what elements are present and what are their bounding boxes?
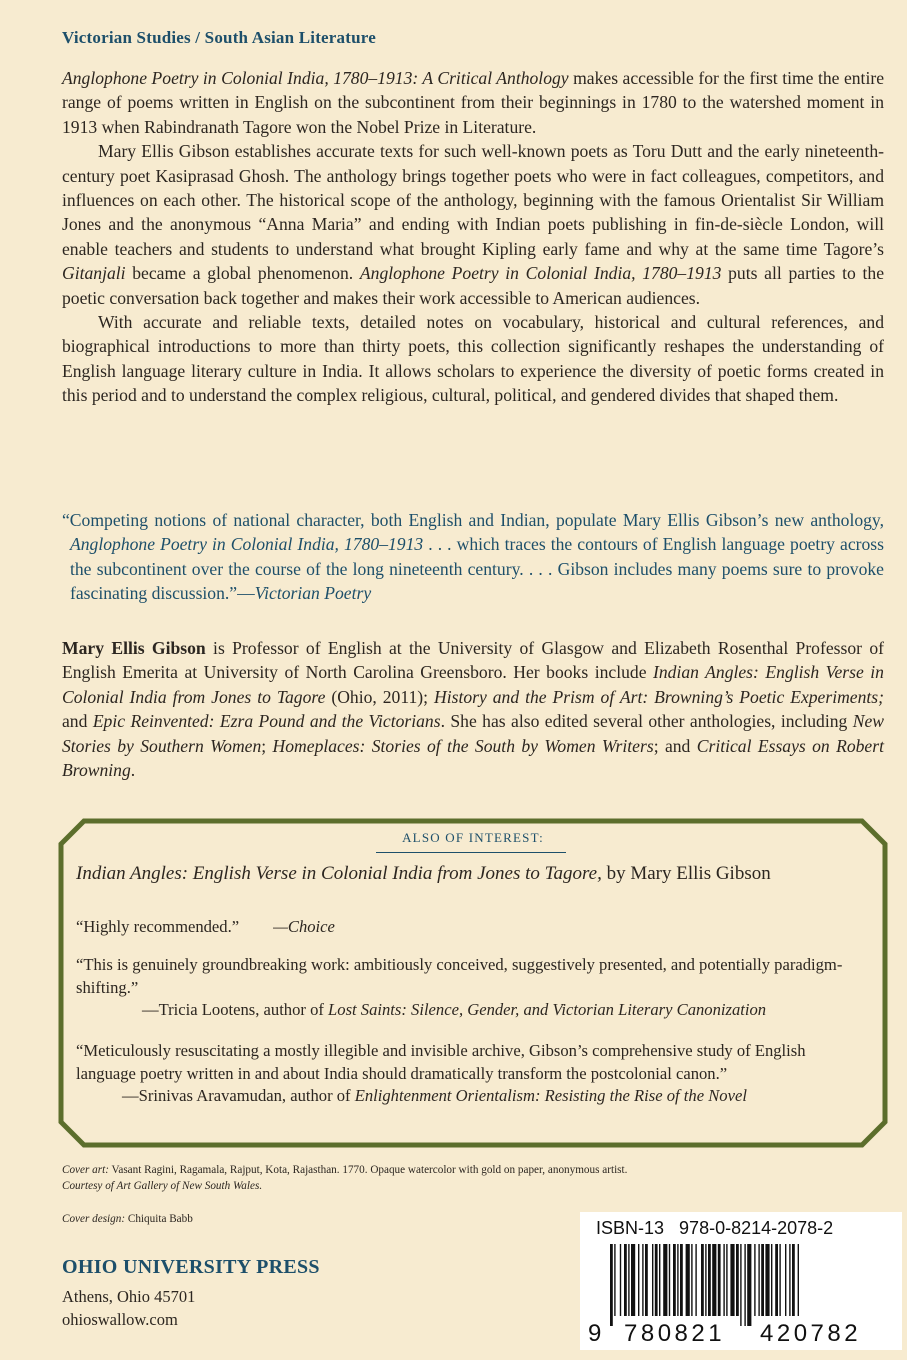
barcode-bar [779,1244,780,1316]
barcode-bar [701,1244,704,1316]
also-of-interest-box [58,818,888,1148]
barcode-bar [663,1244,667,1316]
isbn-barcode [580,1212,902,1350]
book-title: Anglophone Poetry in Colonial India, 1780–1913: A Critical Anthology [62,68,569,88]
barcode-bar [638,1244,639,1316]
barcode-bar [680,1244,683,1316]
barcode-bar [691,1244,692,1316]
barcode-bar [620,1244,621,1316]
barcode-bar [642,1244,643,1316]
barcode-bar [695,1244,696,1316]
praise-2: “This is genuinely groundbreaking work: ambitiously conceived, suggestively presented, and potentially paradigm-shifting.” —Tricia Lootens, author of Lost Saints: Silence, Gender, and Victorian Literary Canonization [76,955,843,1019]
barcode-bar [614,1244,615,1316]
barcode-bar [673,1244,676,1316]
barcode-bar [652,1244,653,1316]
isbn-label: ISBN-13 978-0-8214-2078-2 [596,1218,834,1238]
barcode-bar [765,1244,769,1316]
barcode-bar [723,1244,724,1316]
barcode-bar [677,1244,678,1316]
barcode-bar [686,1244,690,1316]
barcode-bar [785,1244,786,1316]
praise-1: “Highly recommended.” —Choice [76,917,335,936]
barcode-bar [718,1244,721,1316]
barcode-bar [659,1244,660,1316]
cover-design-credit: Cover design: Chiquita Babb [62,1213,193,1225]
description-paragraph-3: With accurate and reliable texts, detailed notes on vocabulary, historical and cultural references, and biographical introductions to more than thirty poets, this collection significantly reshapes the understanding of English language literary culture in India. It allows scholars to experience the diversity of poetic forms created in this period and to understand the complex religious, cultural, political, and gendered divides that shaped them. [62,312,884,406]
barcode-digits-group-1: 780821 [624,1320,726,1347]
barcode-bar [669,1244,670,1316]
barcode-bar [705,1244,706,1316]
barcode-bar [628,1244,629,1316]
barcode-bar [747,1244,751,1326]
barcode-bar [740,1244,741,1326]
barcode-bar [798,1244,799,1316]
barcode-bar [655,1244,658,1316]
barcode-bar [726,1244,727,1316]
review-quote: “Competing notions of national character, both English and Indian, populate Mary Ellis Gibson’s new anthology, Anglophone Poetry in Colonial India, 1780–1913 . . . which traces the contours of English language poetry across the subcontinent over the course of the long nineteenth century. . . . Gibson includes many poems sure to provoke fascinating discussion.”—Victorian Poetry [62,510,884,604]
barcode-bar [631,1244,635,1316]
barcode-bar [712,1244,716,1316]
barcode-bar [761,1244,764,1316]
description-paragraph-1: Anglophone Poetry in Colonial India, 1780–1913: A Critical Anthology makes accessible for the first time the entire range of poems written in English on the subcontinent from their beginnings in 1780 to the watershed moment in 1913 when Rabindranath Tagore won the Nobel Prize in Literature. [62,68,884,137]
description [62,66,884,408]
barcode-bar [775,1244,778,1316]
barcode-bar [645,1244,648,1316]
publisher-website: ohioswallow.com [62,1310,178,1329]
barcode-bar [736,1244,739,1316]
barcode-bar [730,1244,734,1316]
publisher-name: OHIO UNIVERSITY PRESS [62,1256,320,1278]
barcode-bar [708,1244,711,1316]
cover-art-credit: Cover art: Vasant Ragini, Ragamala, Rajput, Kota, Rajasthan. 1770. Opaque watercolor with gold on paper, anonymous artist. Courtesy of Art Gallery of New South Wales. [62,1164,628,1192]
barcode-bar [624,1244,627,1316]
publisher-address: Athens, Ohio 45701 [62,1287,196,1306]
category-heading: Victorian Studies / South Asian Literature [62,28,376,47]
barcode-bar [744,1244,745,1326]
author-bio: Mary Ellis Gibson is Professor of English at the University of Glasgow and Elizabeth Rosenthal Professor of English Emerita at University of North Carolina Greensboro. Her books include Indian Angles: English Verse in Colonial India from Jones to Tagore (Ohio, 2011); History and the Prism of Art: Browning’s Poetic Experiments; and Epic Reinvented: Ezra Pound and the Victorians. She has also edited several other anthologies, including New Stories by Southern Women; Homeplaces: Stories of the South by Women Writers; and Critical Essays on Robert Browning. [62,638,885,781]
description-paragraph-2: Mary Ellis Gibson establishes accurate texts for such well-known poets as Toru Dutt and the early nineteenth-century poet Kasiprasad Ghosh. The anthology brings together poets who were in fact colleagues, competitors, and influences on each other. The historical scope of the anthology, beginning with the famous Orientalist Sir William Jones and the anonymous “Anna Maria” and ending with Indian poets publishing in fin-de-siècle London, will enable teachers and students to understand what brought Kipling early fame and why at the same time Tagore’s Gitanjali became a global phenomenon. Anglophone Poetry in Colonial India, 1780–1913 puts all parties to the poetic conversation back together and makes their work accessible to American audiences. [62,141,885,308]
barcode-bar [789,1244,790,1316]
barcode-bar [610,1244,613,1326]
barcode-digits-group-2: 420782 [760,1320,862,1347]
related-book-title: Indian Angles: English Verse in Colonial India from Jones to Tagore, by Mary Ellis Gibson [76,863,771,884]
barcode-bar [758,1244,759,1316]
author-name: Mary Ellis Gibson [62,638,206,658]
barcode-bar [771,1244,772,1316]
review-source: Victorian Poetry [254,583,372,604]
praise-3: “Meticulously resuscitating a mostly illegible and invisible archive, Gibson’s comprehensive study of English language poetry written in and about India should dramatically transform the postcolonial canon.” —Srinivas Aravamudan, author of Enlightenment Orientalism: Resisting the Rise of the Novel [76,1041,806,1105]
barcode-digit-first: 9 [588,1320,605,1347]
barcode-bar [792,1244,795,1316]
also-of-interest-label: ALSO OF INTEREST: [402,830,544,845]
label-underline [376,852,566,853]
barcode-bar [754,1244,755,1316]
